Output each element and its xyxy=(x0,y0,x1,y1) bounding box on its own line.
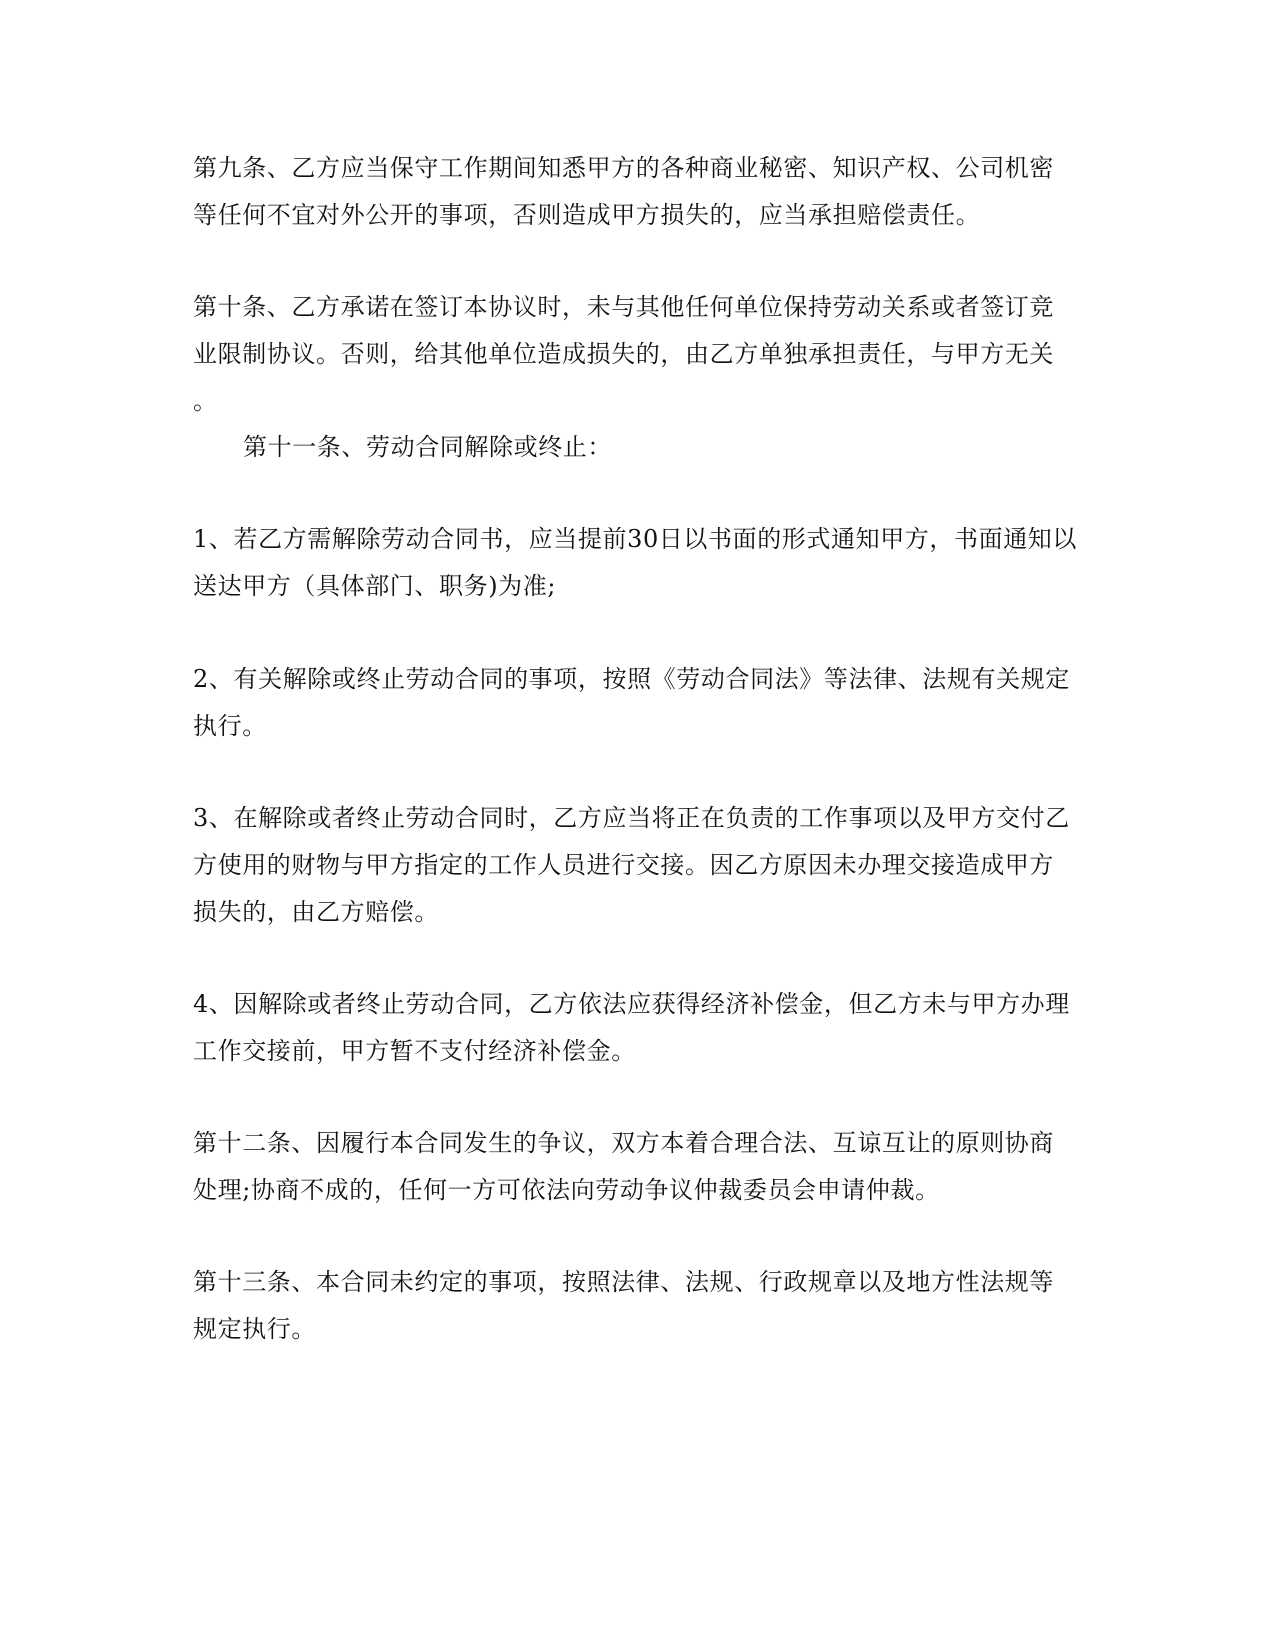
paragraph-line: 2、有关解除或终止劳动合同的事项，按照《劳动合同法》等法律、法规有关规定 xyxy=(193,665,1070,693)
paragraph-line: 执行。 xyxy=(193,712,267,740)
paragraph-line: 处理;协商不成的，任何一方可依法向劳动争议仲裁委员会申请仲裁。 xyxy=(193,1176,940,1204)
paragraph-line: 送达甲方（具体部门、职务)为准; xyxy=(193,572,557,600)
paragraph-line: 第九条、乙方应当保守工作期间知悉甲方的各种商业秘密、知识产权、公司机密 xyxy=(193,154,1054,182)
paragraph-line: 业限制协议。否则，给其他单位造成损失的，由乙方单独承担责任，与甲方无关 xyxy=(193,340,1054,368)
paragraph-line: 第十一条、劳动合同解除或终止： xyxy=(243,433,612,461)
paragraph-line: 3、在解除或者终止劳动合同时，乙方应当将正在负责的工作事项以及甲方交付乙 xyxy=(193,804,1070,832)
paragraph-line: 等任何不宜对外公开的事项，否则造成甲方损失的，应当承担赔偿责任。 xyxy=(193,201,981,229)
article-12-paragraph xyxy=(193,1120,1083,1214)
clause-3-paragraph xyxy=(193,795,1083,936)
article-10-paragraph xyxy=(193,284,1083,425)
clause-4-paragraph xyxy=(193,981,1083,1075)
paragraph-line: 规定执行。 xyxy=(193,1315,316,1343)
article-9-paragraph xyxy=(193,145,1083,239)
paragraph-line: 第十三条、本合同未约定的事项，按照法律、法规、行政规章以及地方性法规等 xyxy=(193,1268,1054,1296)
paragraph-line: 。 xyxy=(193,387,218,415)
paragraph-line: 工作交接前，甲方暂不支付经济补偿金。 xyxy=(193,1037,636,1065)
clause-2-paragraph xyxy=(193,656,1083,750)
paragraph-line: 损失的，由乙方赔偿。 xyxy=(193,898,439,926)
paragraph-line: 4、因解除或者终止劳动合同，乙方依法应获得经济补偿金，但乙方未与甲方办理 xyxy=(193,990,1070,1018)
paragraph-line: 方使用的财物与甲方指定的工作人员进行交接。因乙方原因未办理交接造成甲方 xyxy=(193,851,1054,879)
paragraph-line: 第十二条、因履行本合同发生的争议，双方本着合理合法、互谅互让的原则协商 xyxy=(193,1129,1054,1157)
clause-1-paragraph xyxy=(193,516,1083,610)
article-11-heading xyxy=(243,424,1133,471)
paragraph-line: 第十条、乙方承诺在签订本协议时，未与其他任何单位保持劳动关系或者签订竞 xyxy=(193,293,1054,321)
paragraph-line: 1、若乙方需解除劳动合同书，应当提前30日以书面的形式通知甲方，书面通知以 xyxy=(193,525,1078,553)
article-13-paragraph xyxy=(193,1259,1083,1353)
